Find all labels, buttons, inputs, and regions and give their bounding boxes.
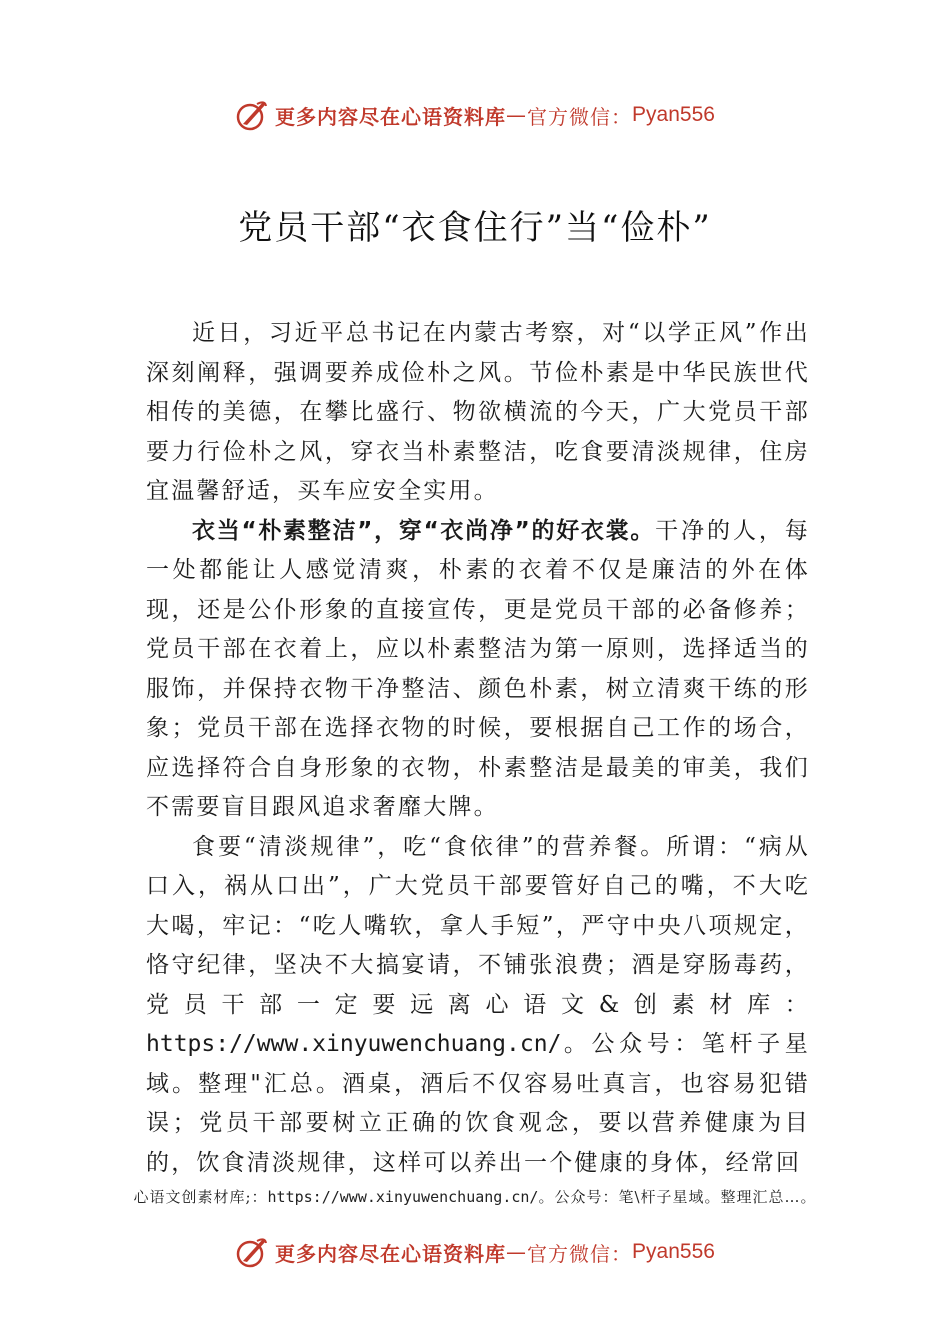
footer-banner: [0, 1232, 950, 1272]
paragraph-3-b: 。公众号：笔杆子星域。整理"汇总。酒桌，酒后不仅容易吐真言，也容易犯错误；党员干部要树立正确的饮食观念，要以营养健康为目的，饮食清淡规律，这样可以养出一个健康的身体，经常回: [146, 1031, 810, 1176]
banner-wechat-id: Pyan556: [632, 1240, 715, 1263]
banner-official: 官方微信：: [527, 104, 633, 129]
header-banner: [0, 95, 950, 135]
paragraph-3-url[interactable]: https://www.xinyuwenchuang.cn/: [146, 1031, 562, 1057]
banner-brand: 更多内容尽在心语资料库: [275, 1241, 507, 1266]
quill-logo-icon: [235, 98, 269, 132]
paragraph-2-rest: 干净的人，每一处都能让人感觉清爽，朴素的衣着不仅是廉洁的外在体现，还是公仆形象的直接宣传，更是党员干部的必备修养； 党员干部在衣着上，应以朴素整洁为第一原则，选择适当的服饰，并保持衣物干净整洁、颜色朴素，树立清爽干练的形象；党员干部在选择衣物的时候，要根据自己工作的场合， 应选择符合自身形象的衣物，朴素整洁是最美的审美，我们不需要盲目跟风追求奢靡大牌。: [146, 517, 811, 820]
paragraph-2: [146, 512, 810, 828]
paragraph-3: [146, 828, 810, 1184]
footer-note-url[interactable]: https://www.xinyuwenchuang.cn/: [267, 1188, 539, 1206]
footer-note: [0, 1186, 950, 1207]
banner-wechat-id: Pyan556: [632, 103, 715, 126]
banner-dash: —: [506, 1240, 528, 1264]
paragraph-2-lead: 衣当“朴素整洁”，穿“衣尚净”的好衣裳。: [192, 517, 656, 544]
quill-logo-icon: [235, 1235, 269, 1269]
banner-dash: —: [506, 103, 528, 127]
banner-official: 官方微信：: [527, 1241, 633, 1266]
article-body: [146, 314, 810, 1183]
paragraph-1: 近日，习近平总书记在内蒙古考察，对“以学正风”作出深刻阐释，强调要养成俭朴之风。节俭朴素是中华民族世代相传的美德，在攀比盛行、物欲横流的今天，广大党员干部要力行俭朴之风，穿衣当朴素整洁，吃食要清淡规律，住房宜温馨舒适，买车应安全实用。: [146, 320, 810, 504]
banner-brand: 更多内容尽在心语资料库: [275, 104, 507, 129]
paragraph-3-a: 食要“清淡规律”，吃“食依律”的营养餐。所谓：“病从口入，祸从口出”，广大党员干部要管好自己的嘴，不大吃大喝，牢记：“吃人嘴软，拿人手短”，严守中央八项规定，恪守纪律，坚决不大搞宴请，不铺张浪费；酒是穿肠毒药， 党员干部一定要远离心语文&创素材库：: [146, 833, 810, 1018]
footer-note-suffix: 。公众号：笔\杆子星域。整理汇总…。: [538, 1188, 817, 1206]
footer-note-prefix: 心语文创素材库;：: [133, 1188, 268, 1206]
page-title: 党员干部“衣食住行”当“俭朴”: [238, 208, 712, 248]
